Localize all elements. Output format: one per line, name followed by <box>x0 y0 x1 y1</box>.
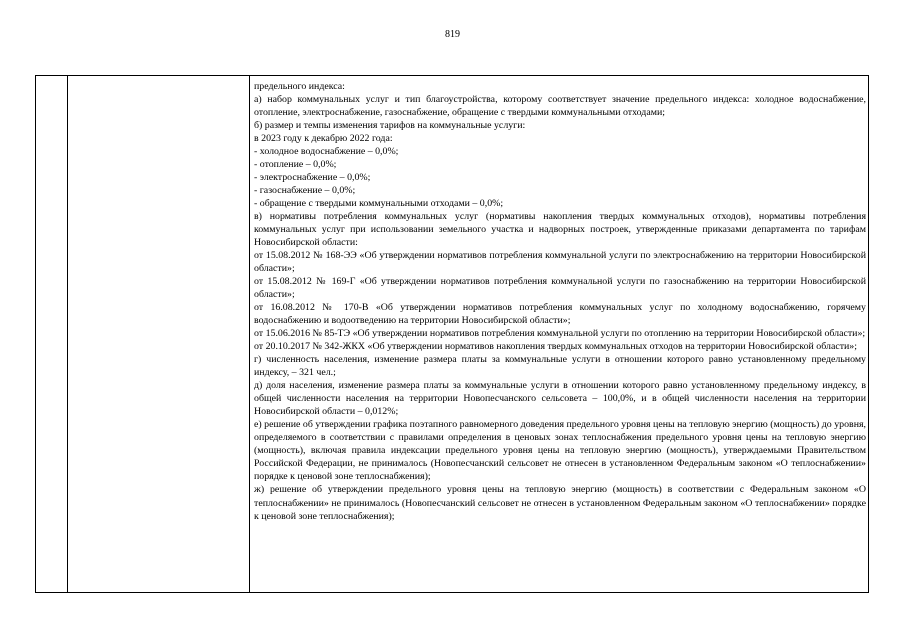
paragraph: от 15.06.2016 № 85-ТЭ «Об утверждении нормативов потребления коммунальной услуги по отоплению на территории Новосибирской области»; <box>254 328 866 340</box>
paragraph: д) доля населения, изменение размера платы за коммунальные услуги в отношении которого равно установленному предельному индексу, в общей численности населения на территории Новопесчанского сельсовета – 100,0%, и в общей численности населения на территории Новосибирской области – 0,012%; <box>254 380 866 418</box>
paragraph: от 20.10.2017 № 342-ЖКХ «Об утверждении нормативов накопления твердых коммунальных отходов на территории Новосибирской области»; <box>254 341 857 353</box>
paragraph: предельного индекса: <box>254 81 345 92</box>
paragraph: - электроснабжение – 0,0%; <box>254 172 371 184</box>
page-number: 819 <box>445 29 460 40</box>
paragraph: - холодное водоснабжение – 0,0%; <box>254 146 399 158</box>
document-table <box>35 75 869 593</box>
paragraph: б) размер и темпы изменения тарифов на коммунальные услуги: <box>254 120 526 132</box>
paragraph: а) набор коммунальных услуг и тип благоустройства, которому соответствует значение предельного индекса: холодное водоснабжение, отопление, электроснабжение, газоснабжение, обращение с твердыми коммунальными отходами; <box>254 94 866 119</box>
paragraph: - обращение с твердыми коммунальными отходами – 0,0%; <box>254 198 504 210</box>
paragraph: е) решение об утверждении графика поэтапного равномерного доведения предельного уровня цены на тепловую энергию (мощность) до уровня, определяемого в соответствии с правилами определения в ценовых зонах теплоснабжения предельного уровня цены на тепловую энергию (мощность), включая правила индексации предельного уровня цены на тепловую энергию (мощность), утверждаемыми Правительством Российской Федерации, не принималось (Новопесчанский сельсовет не отнесен в установленном Федеральным законом «О теплоснабжении» порядке к ценовой зоне теплоснабжения); <box>254 419 866 483</box>
paragraph: в 2023 году к декабрю 2022 года: <box>254 133 393 145</box>
paragraph: ж) решение об утверждении предельного уровня цены на тепловую энергию (мощность) в соответствии с Федеральным законом «О теплоснабжении» не принималось (Новопесчанский сельсовет не отнесен в установленном Федеральным законом «О теплоснабжении» порядке к ценовой зоне теплоснабжения); <box>254 484 866 522</box>
paragraph: г) численность населения, изменение размера платы за коммунальные услуги в отношении которого равно установленному предельному индексу, – 321 чел.; <box>254 354 866 379</box>
paragraph: - газоснабжение – 0,0%; <box>254 185 356 197</box>
paragraph: - отопление – 0,0%; <box>254 159 337 171</box>
table-column-divider <box>249 76 250 592</box>
paragraph: в) нормативы потребления коммунальных услуг (нормативы накопления твердых коммунальных отходов), нормативы потребления коммунальных услуг при использовании земельного участка и надворных построек, утвержденные приказами департамента по тарифам Новосибирской области: <box>254 211 866 249</box>
paragraph: от 15.08.2012 № 168-ЭЭ «Об утверждении нормативов потребления коммунальной услуги по электроснабжению на территории Новосибирской области»; <box>254 250 866 275</box>
table-column-divider <box>67 76 68 592</box>
paragraph: от 15.08.2012 № 169-Г «Об утверждении нормативов потребления коммунальной услуги по газоснабжению на территории Новосибирской области»; <box>254 276 866 301</box>
paragraph: от 16.08.2012 № 170-В «Об утверждении нормативов потребления коммунальных услуг по холодному водоснабжению, горячему водоснабжению и водоотведению на территории Новосибирской области»; <box>254 302 866 327</box>
table-text-cell <box>254 80 866 523</box>
